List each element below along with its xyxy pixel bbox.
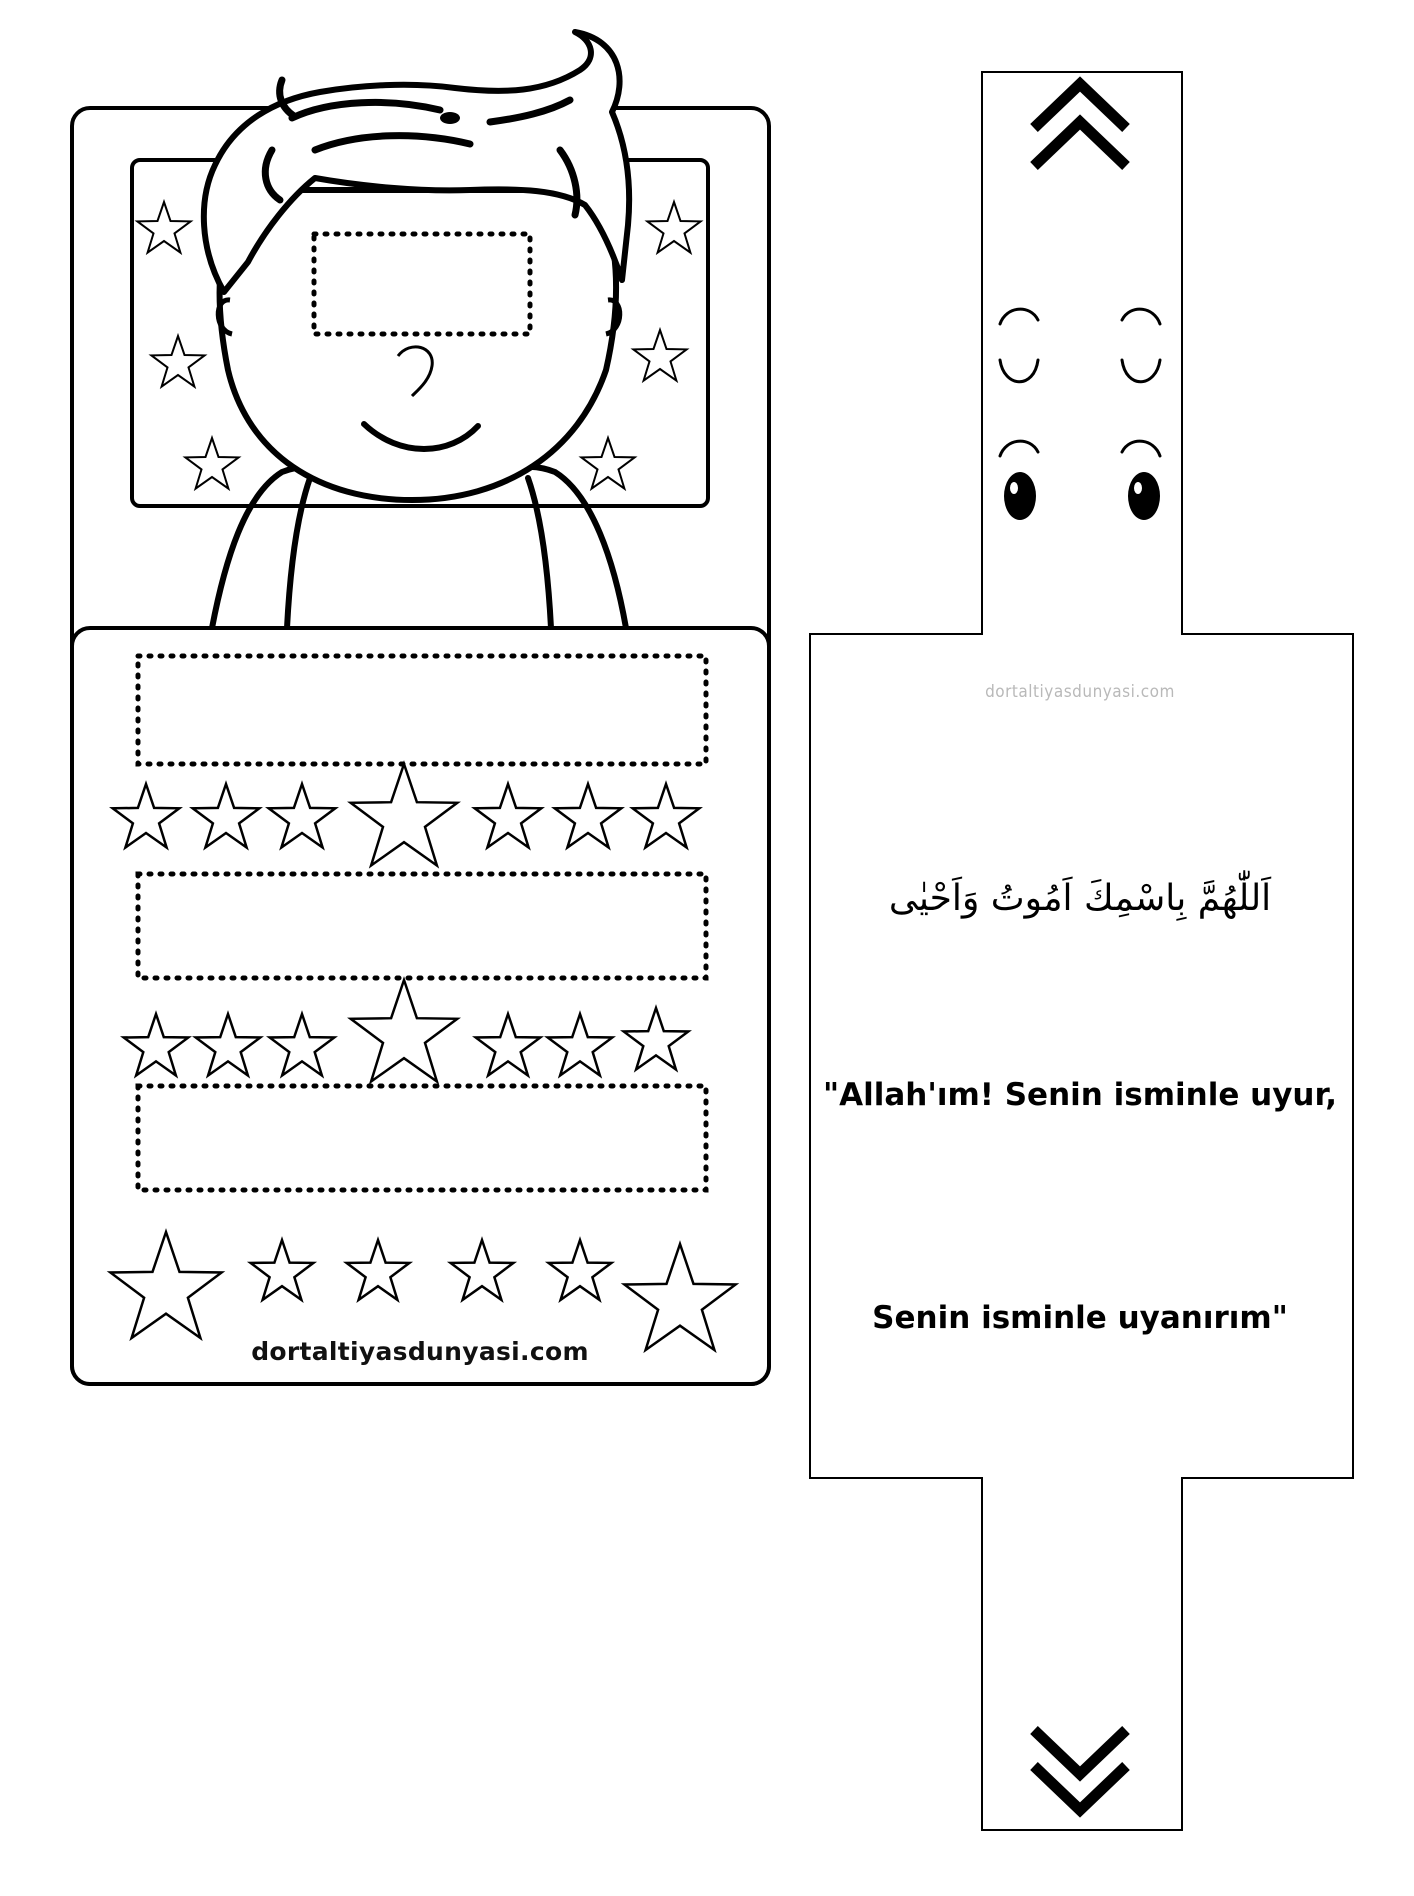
site-label: dortaltiyasdunyasi.com (251, 1337, 589, 1366)
watermark: dortaltiyasdunyasi.com (985, 682, 1175, 702)
strip-outline (810, 72, 1353, 1830)
prayer-meaning-line-2: Senin isminle uyanırım" (872, 1300, 1288, 1336)
boy-head (204, 32, 629, 500)
prayer-meaning-line-1: "Allah'ım! Senin isminle uyur, (822, 1077, 1338, 1113)
arabic-prayer: اَللّٰهُمَّ بِاسْمِكَ اَمُوتُ وَاَحْيٰى (888, 878, 1272, 919)
bed-card (72, 32, 769, 1384)
prayer-strip (810, 72, 1353, 1830)
